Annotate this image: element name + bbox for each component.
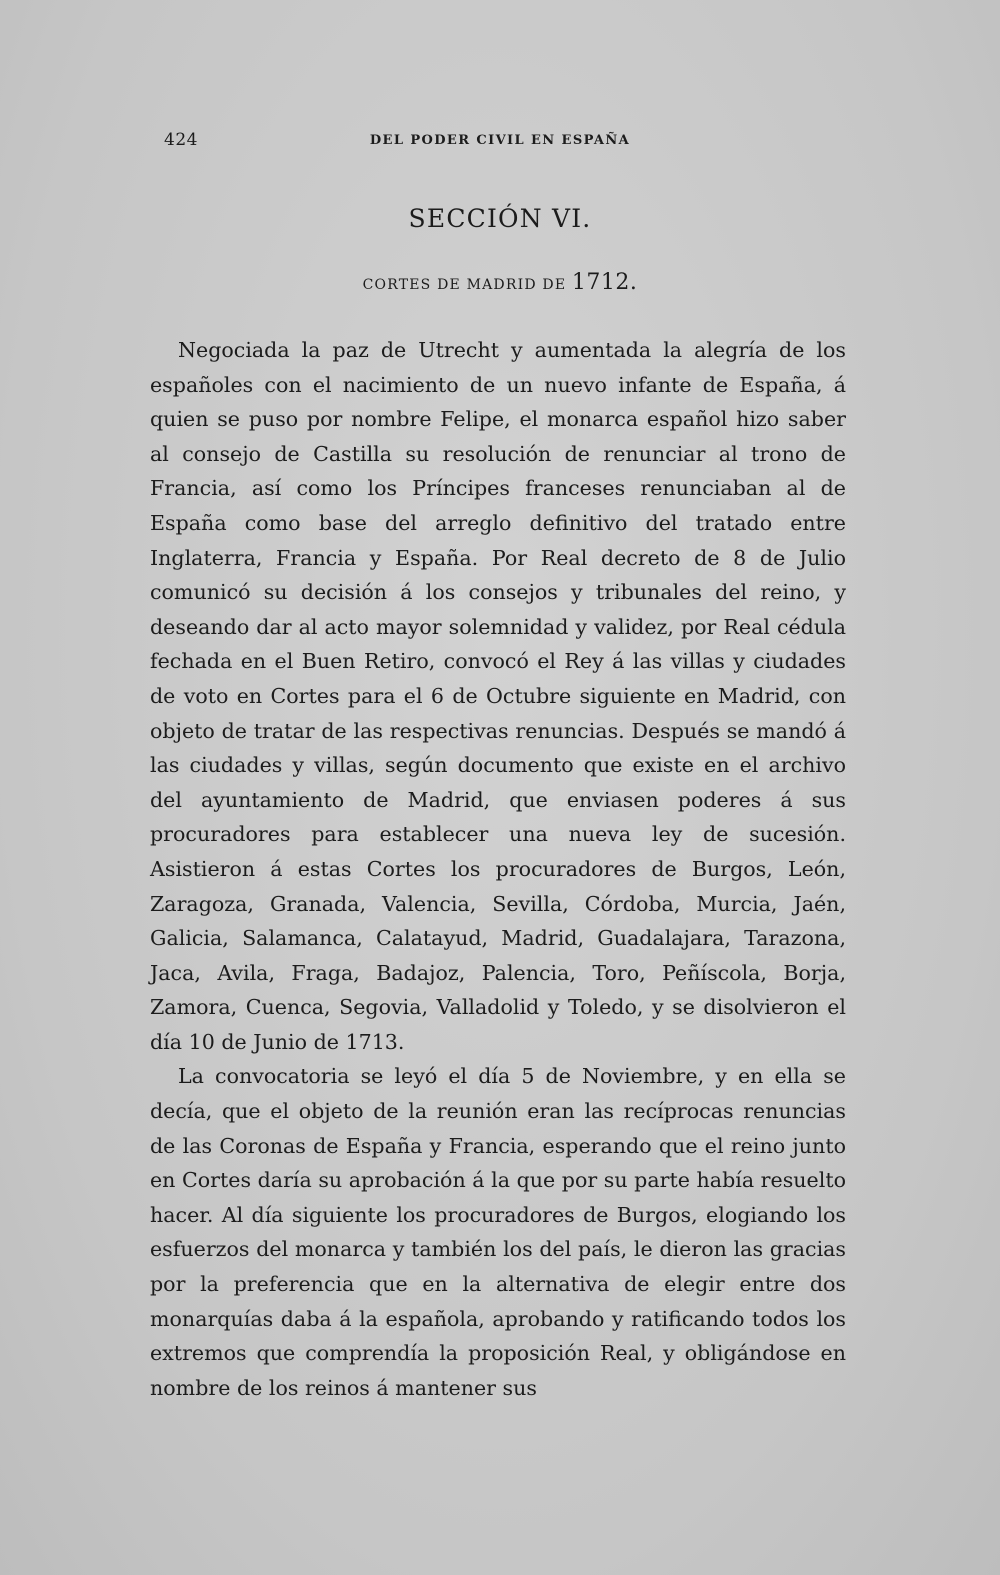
subtitle-year: 1712.	[571, 270, 638, 295]
page-number: 424	[164, 130, 198, 150]
paragraph: La convocatoria se leyó el día 5 de Noviembre, y en ella se decía, que el objeto de la reunión eran las recíprocas renuncias de las Coronas de España y Francia, esperando que el reino junto en Cortes daría su aprobación á la que por su parte había resuelto hacer. Al día siguiente los procuradores de Burgos, elogiando los esfuerzos del monarca y también los del país, le dieron las gracias por la preferencia que en la alternativa de elegir entre dos monarquías daba á la española, aprobando y ratificando todos los extremos que comprendía la proposición Real, y obligándose en nombre de los reinos á mantener sus	[150, 1064, 846, 1400]
section-title: SECCIÓN VI.	[408, 204, 592, 233]
running-head: DEL PODER CIVIL EN ESPAÑA	[369, 133, 631, 148]
section-subtitle	[150, 270, 850, 295]
subtitle-text: CORTES DE MADRID DE	[362, 277, 567, 293]
body-text	[150, 333, 846, 1405]
page-header	[150, 130, 850, 154]
paragraph: Negociada la paz de Utrecht y aumentada la alegría de los españoles con el nacimiento de un nuevo infante de España, á quien se puso por nombre Felipe, el monarca español hizo saber al consejo de Castilla su resolución de renunciar al trono de Francia, así como los Príncipes franceses renunciaban al de España como base del arreglo definitivo del tratado entre Inglaterra, Francia y España. Por Real decreto de 8 de Julio comunicó su decisión á los consejos y tribunales del reino, y deseando dar al acto mayor solemnidad y validez, por Real cédula fechada en el Buen Retiro, convocó el Rey á las villas y ciudades de voto en Cortes para el 6 de Octubre siguiente en Madrid, con objeto de tratar de las respectivas renuncias. Después se mandó á las ciudades y villas, según documento que existe en el archivo del ayuntamiento de Madrid, que enviasen poderes á sus procuradores para establecer una nueva ley de sucesión. Asistieron á estas Cortes los procuradores de Burgos, León, Zaragoza, Granada, Valencia, Sevilla, Córdoba, Murcia, Jaén, Galicia, Salamanca, Calatayud, Madrid, Guadalajara, Tarazona, Jaca, Avila, Fraga, Badajoz, Palencia, Toro, Peñíscola, Borja, Zamora, Cuenca, Segovia, Valladolid y Toledo, y se disolvieron el día 10 de Junio de 1713.	[150, 338, 846, 1054]
